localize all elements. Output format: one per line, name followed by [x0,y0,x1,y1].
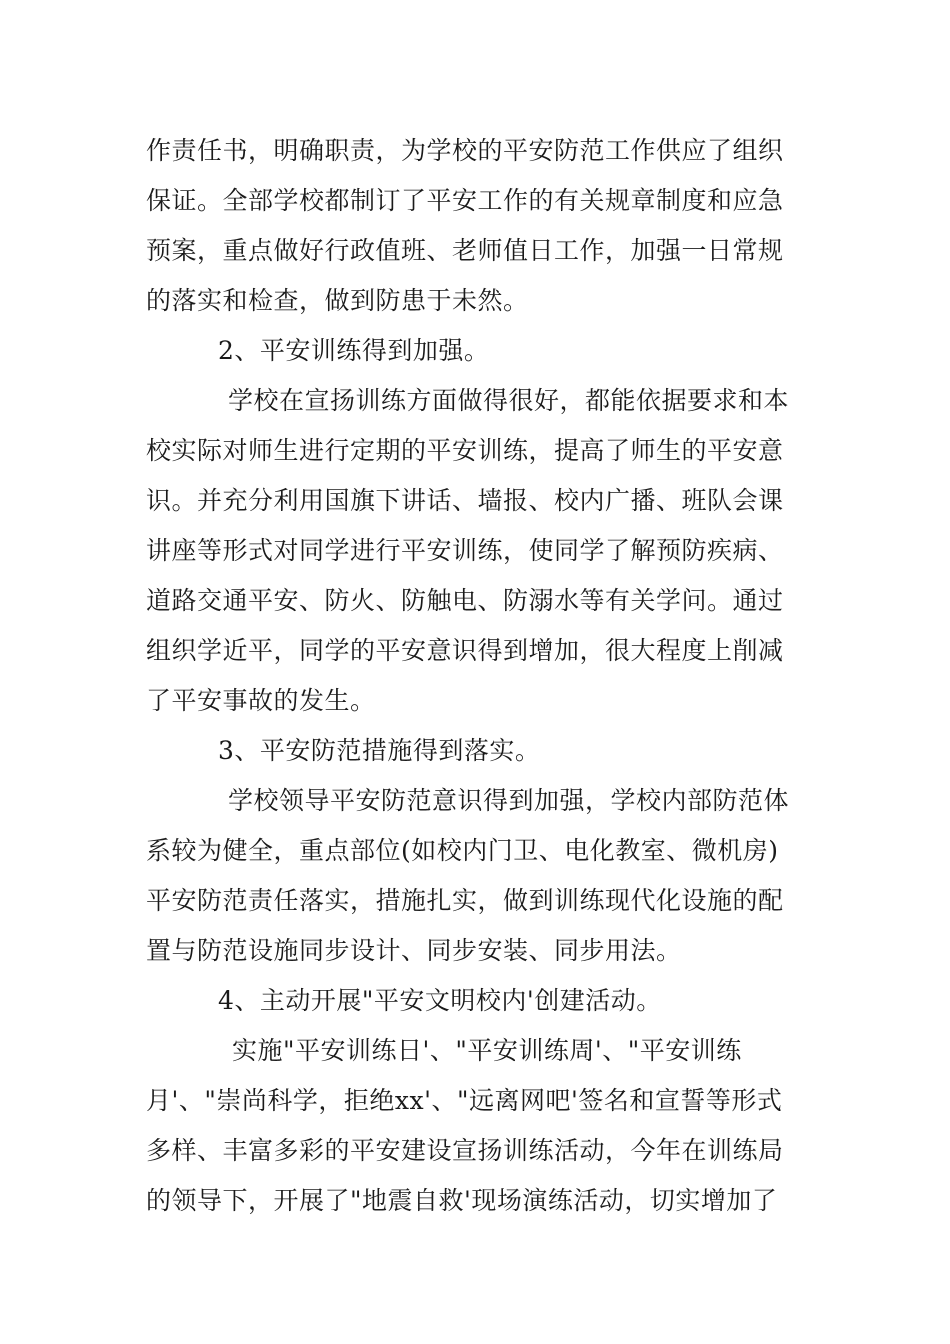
text-line: 道路交通平安、防火、防触电、防溺水等有关学问。通过 [146,586,784,615]
text-line: 了平安事故的发生。 [146,686,376,715]
section-heading: 2、平安训练得到加强。 [218,336,490,365]
text-line: 预案，重点做好行政值班、老师值日工作，加强一日常规 [146,236,784,265]
text-line: 组织学近平，同学的平安意识得到增加，很大程度上削减 [146,636,784,665]
text-line: 学校在宣扬训练方面做得很好，都能依据要求和本 [228,386,790,415]
text-line: 的领导下，开展了"地震自救'现场演练活动，切实增加了 [146,1186,778,1215]
text-line: 识。并充分利用国旗下讲话、墙报、校内广播、班队会课 [146,486,784,515]
text-line: 保证。全部学校都制订了平安工作的有关规章制度和应急 [146,186,784,215]
text-line: 讲座等形式对同学进行平安训练，使同学了解预防疾病、 [146,536,784,565]
text-line: 学校领导平安防范意识得到加强，学校内部防范体 [228,786,790,815]
text-line: 实施"平安训练日'、"平安训练周'、"平安训练 [232,1036,742,1065]
text-line: 的落实和检查，做到防患于未然。 [146,286,529,315]
text-line: 校实际对师生进行定期的平安训练，提高了师生的平安意 [146,436,784,465]
text-line: 置与防范设施同步设计、同步安装、同步用法。 [146,936,682,965]
text-line: 多样、丰富多彩的平安建设宣扬训练活动，今年在训练局 [146,1136,784,1165]
text-line: 月'、"崇尚科学，拒绝xx'、"远离网吧'签名和宣誓等形式 [146,1086,783,1115]
text-line: 作责任书，明确职责，为学校的平安防范工作供应了组织 [146,136,784,165]
section-heading: 3、平安防范措施得到落实。 [218,736,541,765]
text-line: 系较为健全，重点部位(如校内门卫、电化教室、微机房) [146,836,779,865]
section-heading: 4、主动开展"平安文明校内'创建活动。 [218,986,662,1015]
text-line: 平安防范责任落实，措施扎实，做到训练现代化设施的配 [146,886,784,915]
